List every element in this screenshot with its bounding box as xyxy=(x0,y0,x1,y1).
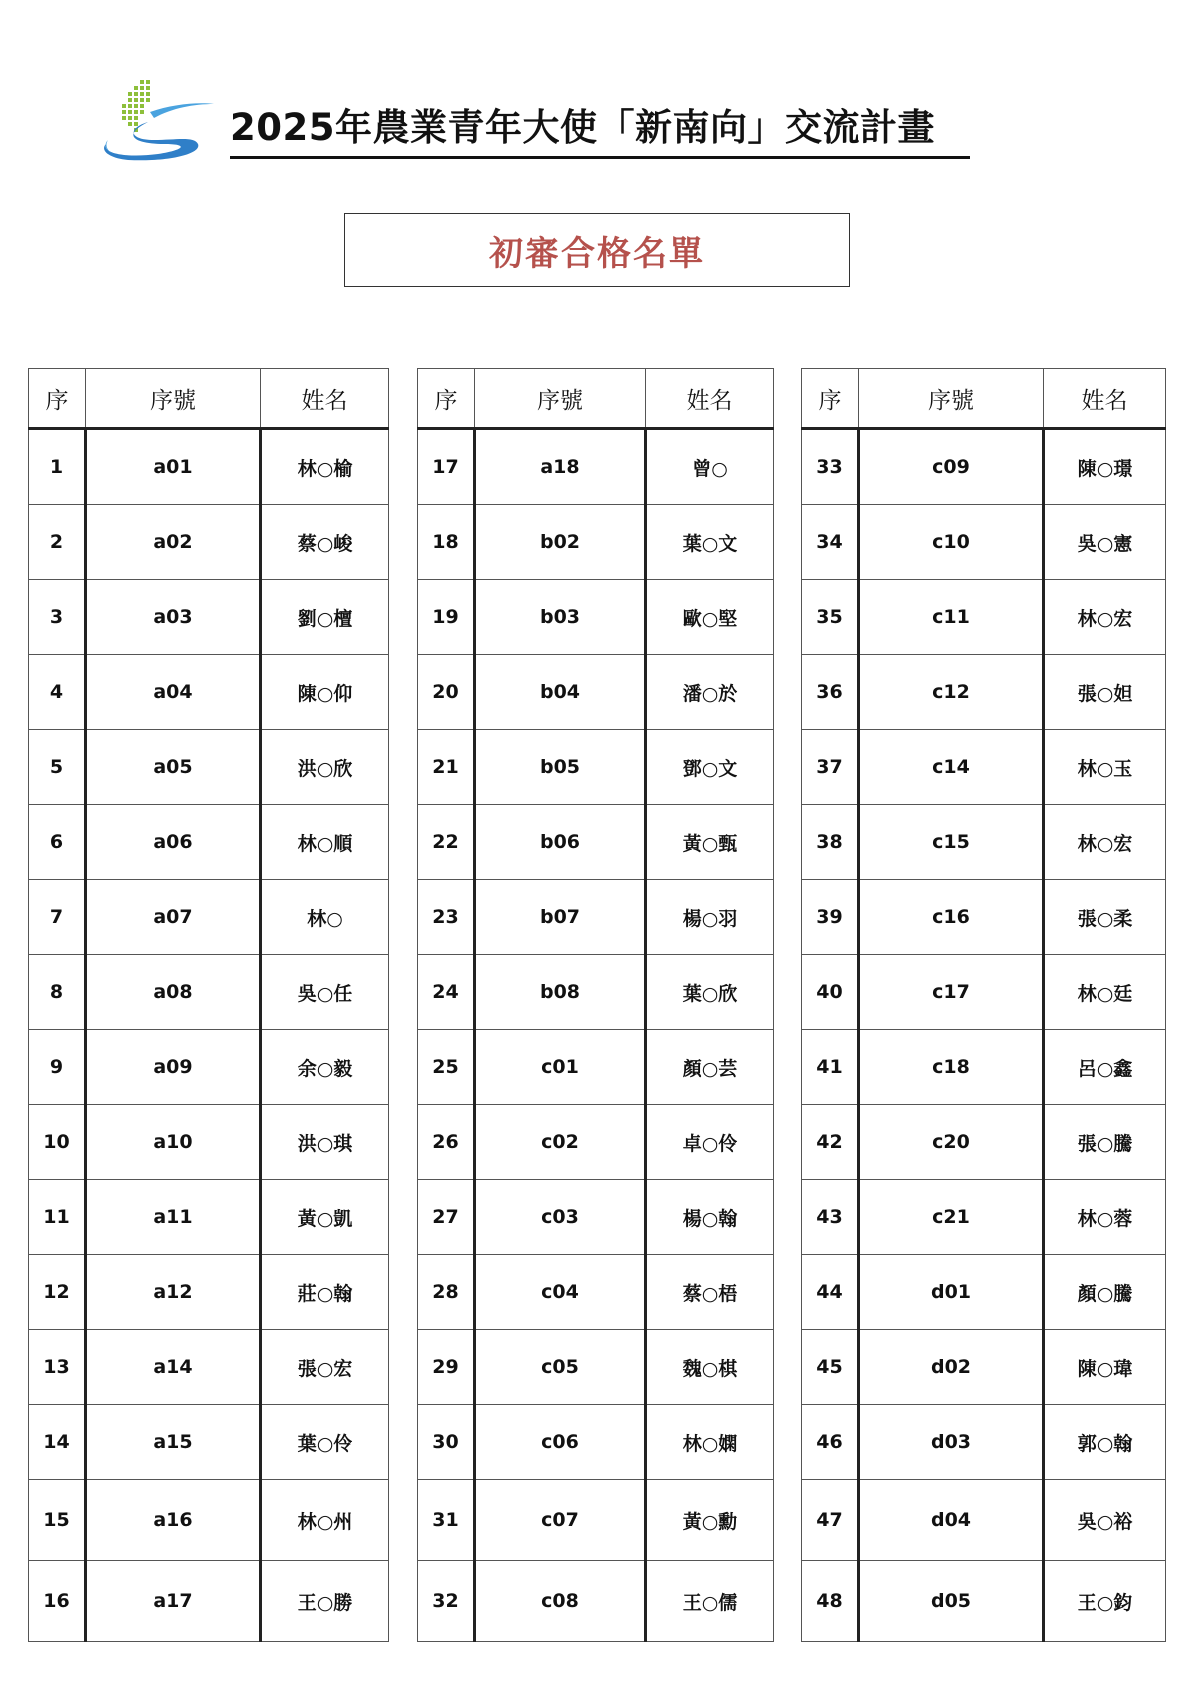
seq-cell: 43 xyxy=(802,1180,859,1255)
seq-cell: 40 xyxy=(802,955,859,1030)
table-row xyxy=(802,730,1166,805)
name-cell: 蔡○峻 xyxy=(261,505,389,580)
name-cell: 呂○鑫 xyxy=(1044,1030,1166,1105)
table-row xyxy=(418,1030,774,1105)
seq-cell: 18 xyxy=(418,505,475,580)
table-row xyxy=(29,505,389,580)
name-cell: 蔡○梧 xyxy=(646,1255,774,1330)
title-underline xyxy=(230,156,970,159)
table-row xyxy=(802,1330,1166,1405)
name-cell: 林○宏 xyxy=(1044,580,1166,655)
code-cell: a04 xyxy=(86,655,261,730)
code-cell: c20 xyxy=(859,1105,1044,1180)
name-cell: 郭○翰 xyxy=(1044,1405,1166,1480)
seq-cell: 32 xyxy=(418,1561,475,1642)
code-cell: c07 xyxy=(475,1480,646,1561)
table-row xyxy=(802,505,1166,580)
name-cell: 顏○騰 xyxy=(1044,1255,1166,1330)
seq-cell: 21 xyxy=(418,730,475,805)
code-cell: c18 xyxy=(859,1030,1044,1105)
code-cell: d05 xyxy=(859,1561,1044,1642)
code-cell: a08 xyxy=(86,955,261,1030)
name-cell: 潘○於 xyxy=(646,655,774,730)
seq-cell: 20 xyxy=(418,655,475,730)
name-cell: 林○蓉 xyxy=(1044,1180,1166,1255)
table-row xyxy=(29,655,389,730)
code-cell: b04 xyxy=(475,655,646,730)
name-cell: 吳○任 xyxy=(261,955,389,1030)
seq-cell: 10 xyxy=(29,1105,86,1180)
table-header-row xyxy=(802,369,1166,429)
seq-cell: 28 xyxy=(418,1255,475,1330)
seq-cell: 4 xyxy=(29,655,86,730)
code-cell: a15 xyxy=(86,1405,261,1480)
code-cell: a14 xyxy=(86,1330,261,1405)
name-cell: 黃○甄 xyxy=(646,805,774,880)
name-cell: 林○宏 xyxy=(1044,805,1166,880)
table-row xyxy=(802,1105,1166,1180)
code-cell: c03 xyxy=(475,1180,646,1255)
name-cell: 張○妲 xyxy=(1044,655,1166,730)
seq-cell: 27 xyxy=(418,1180,475,1255)
seq-cell: 38 xyxy=(802,805,859,880)
code-cell: b03 xyxy=(475,580,646,655)
seq-cell: 7 xyxy=(29,880,86,955)
table-row xyxy=(418,955,774,1030)
code-cell: c05 xyxy=(475,1330,646,1405)
name-cell: 吳○裕 xyxy=(1044,1480,1166,1561)
table-row xyxy=(418,1405,774,1480)
table-row xyxy=(29,1405,389,1480)
name-cell: 顏○芸 xyxy=(646,1030,774,1105)
table-row xyxy=(29,429,389,505)
table-row xyxy=(802,955,1166,1030)
table-row xyxy=(418,1180,774,1255)
name-cell: 林○州 xyxy=(261,1480,389,1561)
code-cell: c14 xyxy=(859,730,1044,805)
table-header-row xyxy=(29,369,389,429)
code-cell: a17 xyxy=(86,1561,261,1642)
name-cell: 張○柔 xyxy=(1044,880,1166,955)
name-cell: 洪○欣 xyxy=(261,730,389,805)
seq-cell: 29 xyxy=(418,1330,475,1405)
table-row xyxy=(802,805,1166,880)
seq-cell: 19 xyxy=(418,580,475,655)
code-cell: a18 xyxy=(475,429,646,505)
name-cell: 林○榆 xyxy=(261,429,389,505)
code-cell: a16 xyxy=(86,1480,261,1561)
code-cell: c11 xyxy=(859,580,1044,655)
code-cell: d02 xyxy=(859,1330,1044,1405)
code-cell: c10 xyxy=(859,505,1044,580)
name-cell: 陳○璟 xyxy=(1044,429,1166,505)
seq-cell: 46 xyxy=(802,1405,859,1480)
name-cell: 鄧○文 xyxy=(646,730,774,805)
seq-cell: 3 xyxy=(29,580,86,655)
table-row xyxy=(29,1330,389,1405)
code-cell: c01 xyxy=(475,1030,646,1105)
table-row xyxy=(29,1561,389,1642)
code-cell: c09 xyxy=(859,429,1044,505)
name-cell: 魏○棋 xyxy=(646,1330,774,1405)
seq-cell: 42 xyxy=(802,1105,859,1180)
name-cell: 張○宏 xyxy=(261,1330,389,1405)
seq-cell: 14 xyxy=(29,1405,86,1480)
subtitle-box xyxy=(344,213,850,287)
seq-cell: 39 xyxy=(802,880,859,955)
code-cell: a02 xyxy=(86,505,261,580)
name-cell: 吳○憲 xyxy=(1044,505,1166,580)
column-header-seq: 序 xyxy=(802,369,859,429)
seq-cell: 34 xyxy=(802,505,859,580)
table-row xyxy=(418,880,774,955)
name-cell: 楊○翰 xyxy=(646,1180,774,1255)
name-cell: 王○儒 xyxy=(646,1561,774,1642)
code-cell: b05 xyxy=(475,730,646,805)
table-row xyxy=(802,880,1166,955)
seq-cell: 24 xyxy=(418,955,475,1030)
table-row xyxy=(802,580,1166,655)
seq-cell: 48 xyxy=(802,1561,859,1642)
name-cell: 張○騰 xyxy=(1044,1105,1166,1180)
seq-cell: 23 xyxy=(418,880,475,955)
code-cell: a03 xyxy=(86,580,261,655)
column-header-code: 序號 xyxy=(475,369,646,429)
code-cell: a10 xyxy=(86,1105,261,1180)
table-row xyxy=(29,1180,389,1255)
table-row xyxy=(802,429,1166,505)
name-cell: 葉○文 xyxy=(646,505,774,580)
roster-table-3 xyxy=(801,368,1166,1642)
agriculture-logo-icon xyxy=(98,78,216,164)
column-header-seq: 序 xyxy=(29,369,86,429)
table-row xyxy=(29,730,389,805)
table-row xyxy=(29,1030,389,1105)
code-cell: d03 xyxy=(859,1405,1044,1480)
name-cell: 卓○伶 xyxy=(646,1105,774,1180)
name-cell: 黃○凱 xyxy=(261,1180,389,1255)
name-cell: 葉○欣 xyxy=(646,955,774,1030)
seq-cell: 25 xyxy=(418,1030,475,1105)
table-row xyxy=(29,805,389,880)
seq-cell: 22 xyxy=(418,805,475,880)
code-cell: c12 xyxy=(859,655,1044,730)
seq-cell: 9 xyxy=(29,1030,86,1105)
name-cell: 歐○堅 xyxy=(646,580,774,655)
name-cell: 林○嫻 xyxy=(646,1405,774,1480)
table-row xyxy=(418,1480,774,1561)
table-row xyxy=(418,1330,774,1405)
seq-cell: 30 xyxy=(418,1405,475,1480)
code-cell: c17 xyxy=(859,955,1044,1030)
code-cell: b07 xyxy=(475,880,646,955)
code-cell: c15 xyxy=(859,805,1044,880)
seq-cell: 41 xyxy=(802,1030,859,1105)
name-cell: 劉○檀 xyxy=(261,580,389,655)
name-cell: 楊○羽 xyxy=(646,880,774,955)
table-row xyxy=(418,1255,774,1330)
document-subtitle: 初審合格名單 xyxy=(489,233,705,274)
code-cell: c08 xyxy=(475,1561,646,1642)
code-cell: c16 xyxy=(859,880,1044,955)
name-cell: 莊○翰 xyxy=(261,1255,389,1330)
seq-cell: 45 xyxy=(802,1330,859,1405)
code-cell: a07 xyxy=(86,880,261,955)
table-row xyxy=(29,1255,389,1330)
table-row xyxy=(418,730,774,805)
code-cell: a01 xyxy=(86,429,261,505)
code-cell: c02 xyxy=(475,1105,646,1180)
seq-cell: 5 xyxy=(29,730,86,805)
code-cell: a11 xyxy=(86,1180,261,1255)
seq-cell: 13 xyxy=(29,1330,86,1405)
table-row xyxy=(802,1030,1166,1105)
table-row xyxy=(802,1180,1166,1255)
column-header-name: 姓名 xyxy=(646,369,774,429)
document-header xyxy=(98,78,978,168)
column-header-name: 姓名 xyxy=(261,369,389,429)
table-row xyxy=(29,880,389,955)
seq-cell: 33 xyxy=(802,429,859,505)
seq-cell: 37 xyxy=(802,730,859,805)
seq-cell: 6 xyxy=(29,805,86,880)
code-cell: a05 xyxy=(86,730,261,805)
table-row xyxy=(802,1405,1166,1480)
seq-cell: 1 xyxy=(29,429,86,505)
name-cell: 洪○琪 xyxy=(261,1105,389,1180)
code-cell: c21 xyxy=(859,1180,1044,1255)
seq-cell: 8 xyxy=(29,955,86,1030)
column-header-code: 序號 xyxy=(86,369,261,429)
name-cell: 林○玉 xyxy=(1044,730,1166,805)
table-row xyxy=(418,1105,774,1180)
name-cell: 王○勝 xyxy=(261,1561,389,1642)
column-header-seq: 序 xyxy=(418,369,475,429)
table-row xyxy=(29,955,389,1030)
seq-cell: 47 xyxy=(802,1480,859,1561)
table-row xyxy=(418,805,774,880)
code-cell: c04 xyxy=(475,1255,646,1330)
table-row xyxy=(802,1561,1166,1642)
seq-cell: 35 xyxy=(802,580,859,655)
table-header-row xyxy=(418,369,774,429)
code-cell: b02 xyxy=(475,505,646,580)
seq-cell: 36 xyxy=(802,655,859,730)
name-cell: 林○順 xyxy=(261,805,389,880)
table-row xyxy=(29,1480,389,1561)
seq-cell: 11 xyxy=(29,1180,86,1255)
code-cell: b08 xyxy=(475,955,646,1030)
table-row xyxy=(802,1480,1166,1561)
name-cell: 林○ xyxy=(261,880,389,955)
table-row xyxy=(418,580,774,655)
seq-cell: 15 xyxy=(29,1480,86,1561)
table-row xyxy=(418,1561,774,1642)
code-cell: a12 xyxy=(86,1255,261,1330)
table-row xyxy=(29,1105,389,1180)
roster-table-1 xyxy=(28,368,389,1642)
seq-cell: 17 xyxy=(418,429,475,505)
seq-cell: 44 xyxy=(802,1255,859,1330)
name-cell: 王○鈞 xyxy=(1044,1561,1166,1642)
code-cell: d04 xyxy=(859,1480,1044,1561)
table-row xyxy=(418,655,774,730)
name-cell: 葉○伶 xyxy=(261,1405,389,1480)
code-cell: a06 xyxy=(86,805,261,880)
document-title: 2025年農業青年大使「新南向」交流計畫 xyxy=(230,106,935,149)
code-cell: d01 xyxy=(859,1255,1044,1330)
table-row xyxy=(418,505,774,580)
code-cell: c06 xyxy=(475,1405,646,1480)
seq-cell: 2 xyxy=(29,505,86,580)
table-row xyxy=(29,580,389,655)
name-cell: 黃○勳 xyxy=(646,1480,774,1561)
roster-table-2 xyxy=(417,368,774,1642)
code-cell: b06 xyxy=(475,805,646,880)
name-cell: 陳○仰 xyxy=(261,655,389,730)
name-cell: 余○毅 xyxy=(261,1030,389,1105)
name-cell: 曾○ xyxy=(646,429,774,505)
seq-cell: 26 xyxy=(418,1105,475,1180)
name-cell: 陳○瑋 xyxy=(1044,1330,1166,1405)
code-cell: a09 xyxy=(86,1030,261,1105)
column-header-name: 姓名 xyxy=(1044,369,1166,429)
seq-cell: 31 xyxy=(418,1480,475,1561)
name-cell: 林○廷 xyxy=(1044,955,1166,1030)
table-row xyxy=(802,1255,1166,1330)
table-row xyxy=(802,655,1166,730)
column-header-code: 序號 xyxy=(859,369,1044,429)
seq-cell: 16 xyxy=(29,1561,86,1642)
seq-cell: 12 xyxy=(29,1255,86,1330)
table-row xyxy=(418,429,774,505)
